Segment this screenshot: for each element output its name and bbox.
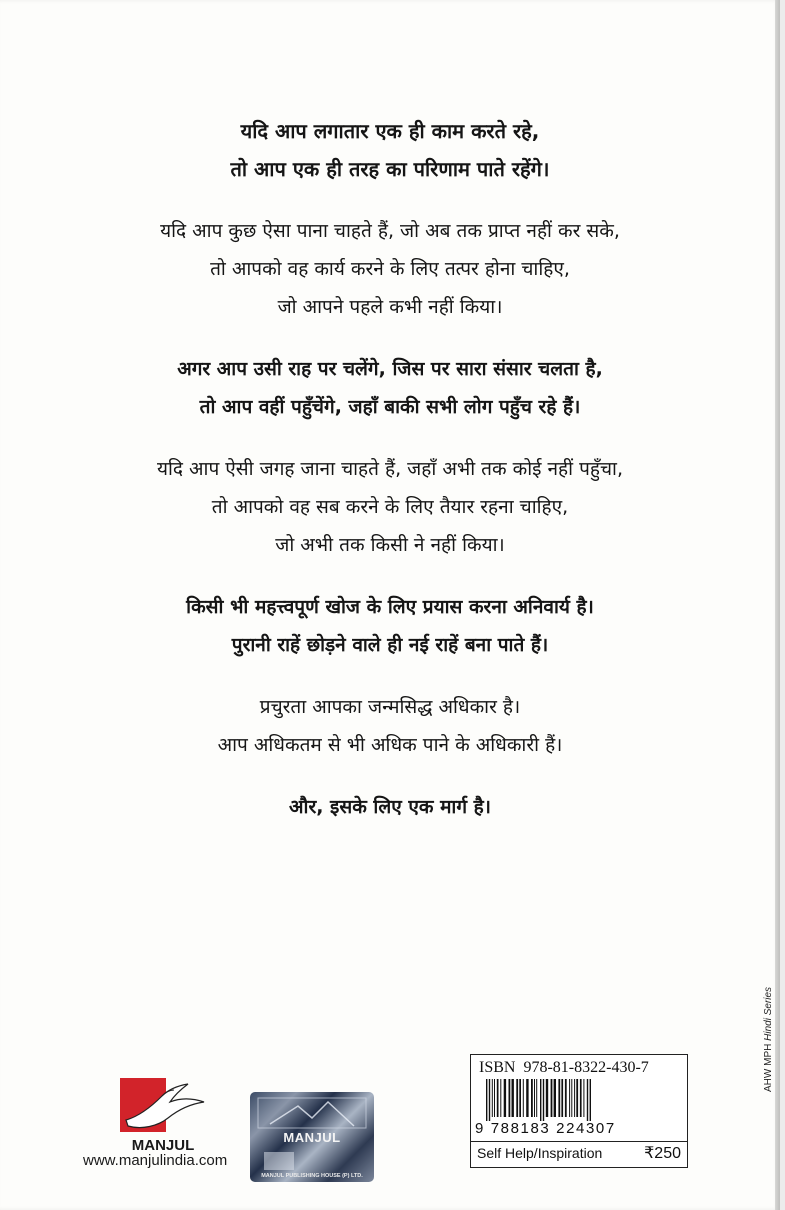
barcode-bar [571, 1079, 572, 1117]
blurb-line: पुरानी राहें छोड़ने वाले ही नई राहें बना पाते हैं। [231, 634, 549, 656]
barcode-bar [531, 1079, 533, 1117]
barcode-bar [492, 1079, 493, 1117]
manjul-logo-icon [118, 1076, 208, 1156]
hologram-brand: MANJUL [283, 1130, 341, 1145]
barcode-bar [580, 1079, 582, 1117]
barcode-digits: 9 788183 224307 [475, 1120, 616, 1137]
blurb-paragraph [0, 350, 780, 426]
barcode-bar [569, 1079, 570, 1117]
barcode-bar [526, 1079, 528, 1117]
barcode-bar [497, 1079, 499, 1117]
publisher-website: www.manjulindia.com [83, 1152, 228, 1169]
blurb-line: यदि आप ऐसी जगह जाना चाहते हैं, जहाँ अभी तक कोई नहीं पहुँचा, [156, 458, 624, 480]
blurb-line: तो आपको वह कार्य करने के लिए तत्पर होना चाहिए, [210, 258, 570, 280]
hologram-sticker [250, 1092, 374, 1182]
barcode-bar [534, 1079, 535, 1117]
blurb-line: किसी भी महत्त्वपूर्ण खोज के लिए प्रयास करना अनिवार्य है। [186, 596, 594, 618]
barcode-bar [489, 1079, 490, 1121]
blurb-line: तो आप वहीं पहुँचेंगे, जहाँ बाकी सभी लोग पहुँच रहे हैं। [199, 396, 581, 418]
series-prefix: AHW MPH [763, 1043, 774, 1092]
barcode-bar [561, 1079, 563, 1117]
barcode-bar [540, 1079, 541, 1121]
barcode-bar [574, 1079, 575, 1117]
blurb-line: तो आपको वह सब करने के लिए तैयार रहना चाहिए, [211, 496, 569, 518]
blurb-line: जो अभी तक किसी ने नहीं किया। [275, 534, 505, 556]
barcode-bar [509, 1079, 511, 1117]
isbn-number: ISBN 978-81-8322-430-7 [479, 1059, 649, 1076]
isbn-divider [471, 1141, 687, 1142]
blurb-line: तो आप एक ही तरह का परिणाम पाते रहेंगे। [230, 157, 550, 181]
barcode-bar [587, 1079, 588, 1121]
barcode-bar [486, 1079, 487, 1121]
book-price: ₹250 [644, 1145, 681, 1162]
barcode-bar [558, 1079, 560, 1117]
barcode-bar [546, 1079, 548, 1117]
blurb-paragraph [0, 788, 780, 826]
hologram-subtext: MANJUL PUBLISHING HOUSE (P) LTD. [261, 1173, 363, 1179]
barcode-bar [500, 1079, 501, 1117]
book-category: Self Help/Inspiration [477, 1145, 603, 1161]
barcode-bar [543, 1079, 544, 1121]
barcode-bar [576, 1079, 578, 1117]
barcode-bar [494, 1079, 495, 1117]
series-italic: Hindi Series [763, 986, 774, 1041]
isbn-box [470, 1054, 688, 1168]
barcode-bar [565, 1079, 567, 1117]
barcode-bar [536, 1079, 537, 1117]
blurb-paragraph [0, 688, 780, 764]
barcode-bar [519, 1079, 521, 1117]
blurb-line: आप अधिकतम से भी अधिक पाने के अधिकारी हैं। [217, 734, 563, 756]
barcode-bar [551, 1079, 553, 1117]
blurb-line: प्रचुरता आपका जन्मसिद्ध अधिकार है। [259, 696, 521, 718]
barcode-bar [554, 1079, 556, 1117]
barcode-bar [583, 1079, 584, 1117]
blurb-paragraph [0, 112, 780, 188]
blurb-paragraph [0, 212, 780, 326]
blurb-line: और, इसके लिए एक मार्ग है। [289, 796, 491, 818]
blurb-line: जो आपने पहले कभी नहीं किया। [277, 296, 503, 318]
blurb-paragraph [0, 588, 780, 664]
barcode-graphic [484, 1079, 678, 1121]
barcode-bar [512, 1079, 514, 1117]
barcode-bar [523, 1079, 524, 1117]
barcode-bar [516, 1079, 518, 1117]
blurb-line: अगर आप उसी राह पर चलेंगे, जिस पर सारा संसार चलता है, [177, 358, 603, 380]
barcode-bar [590, 1079, 591, 1121]
barcode-bar [504, 1079, 506, 1117]
blurb-line: यदि आप लगातार एक ही काम करते रहे, [240, 119, 540, 143]
series-code [763, 987, 774, 1092]
blurb-text [0, 112, 780, 850]
manjul-logo-text: MANJUL [131, 1137, 195, 1154]
blurb-paragraph [0, 450, 780, 564]
blurb-line: यदि आप कुछ ऐसा पाना चाहते हैं, जो अब तक प्राप्त नहीं कर सके, [160, 220, 620, 242]
